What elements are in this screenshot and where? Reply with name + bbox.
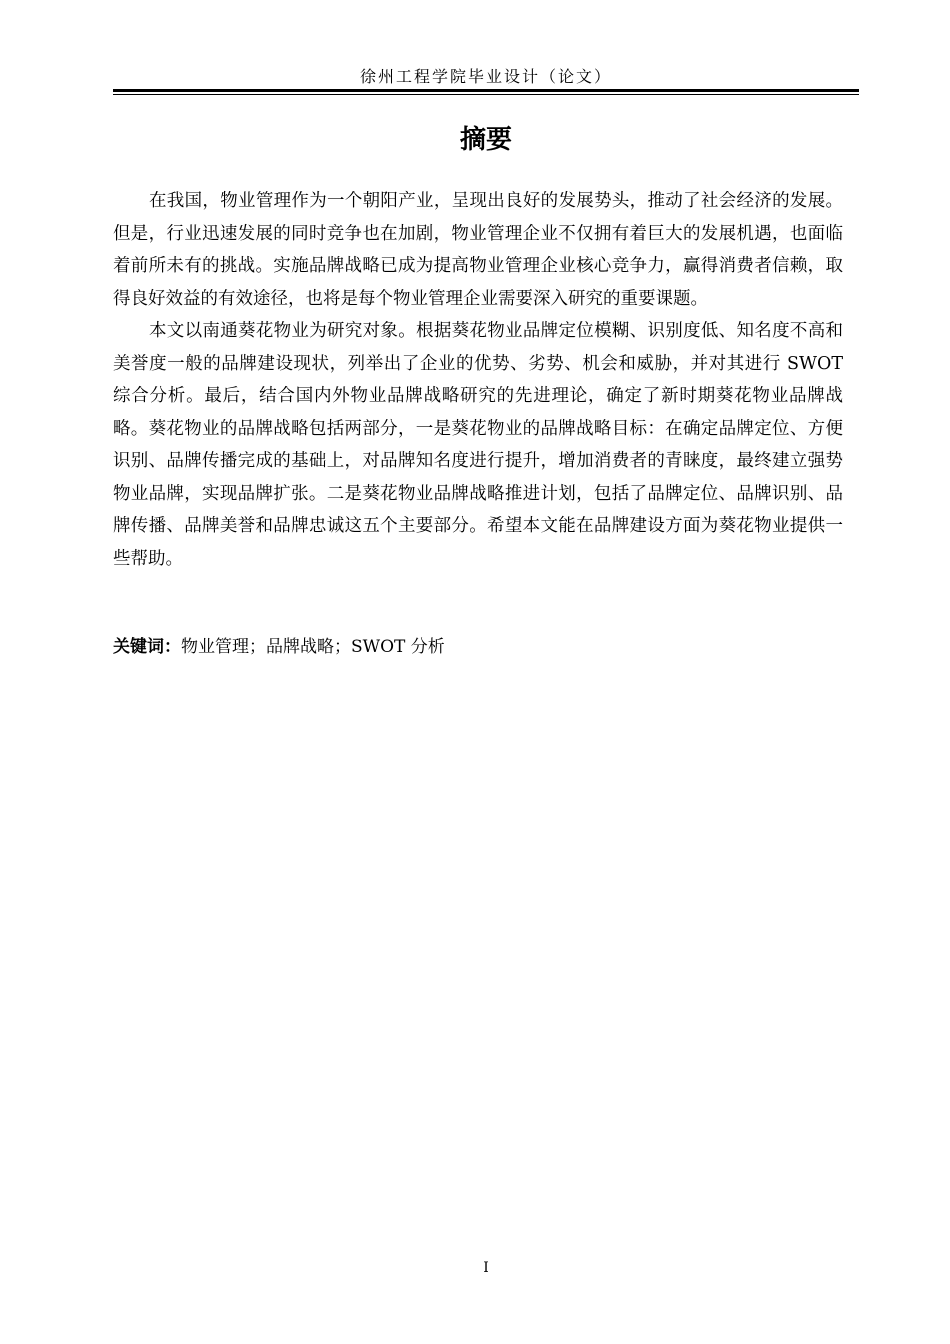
page-number: I [483, 1260, 489, 1276]
keywords-label: 关键词： [113, 637, 181, 657]
abstract-title: 摘要 [459, 125, 512, 155]
abstract-paragraph-1: 在我国，物业管理作为一个朝阳产业，呈现出良好的发展势头，推动了社会经济的发展。但是，行业迅速发展的同时竞争也在加剧，物业管理企业不仅拥有着巨大的发展机遇，也面临着前所未有的挑战。实施品牌战略已成为提高物业管理企业核心竞争力，赢得消费者信赖，取得良好效益的有效途径，也将是每个物业管理企业需要深入研究的重要课题。 [113, 191, 843, 309]
keywords-text: 物业管理；品牌战略；SWOT 分析 [181, 637, 445, 657]
running-header: 徐州工程学院毕业设计（论文） [359, 67, 612, 86]
header-rule-thin [113, 94, 859, 95]
keywords-line [113, 632, 445, 662]
abstract-paragraph-2: 本文以南通葵花物业为研究对象。根据葵花物业品牌定位模糊、识别度低、知名度不高和美誉度一般的品牌建设现状，列举出了企业的优势、劣势、机会和威胁，并对其进行 SWOT 综合分析。最后，结合国内外物业品牌战略研究的先进理论，确定了新时期葵花物业品牌战略。葵花物业的品牌战略包括两部分，一是葵花物业的品牌战略目标：在确定品牌定位、方便识别、品牌传播完成的基础上，对品牌知名度进行提升，增加消费者的青睐度，最终建立强势物业品牌，实现品牌扩张。二是葵花物业品牌战略推进计划，包括了品牌定位、品牌识别、品牌传播、品牌美誉和品牌忠诚这五个主要部分。希望本文能在品牌建设方面为葵花物业提供一些帮助。 [113, 321, 843, 569]
header-rule-thick [113, 89, 859, 92]
abstract-body [113, 185, 843, 575]
